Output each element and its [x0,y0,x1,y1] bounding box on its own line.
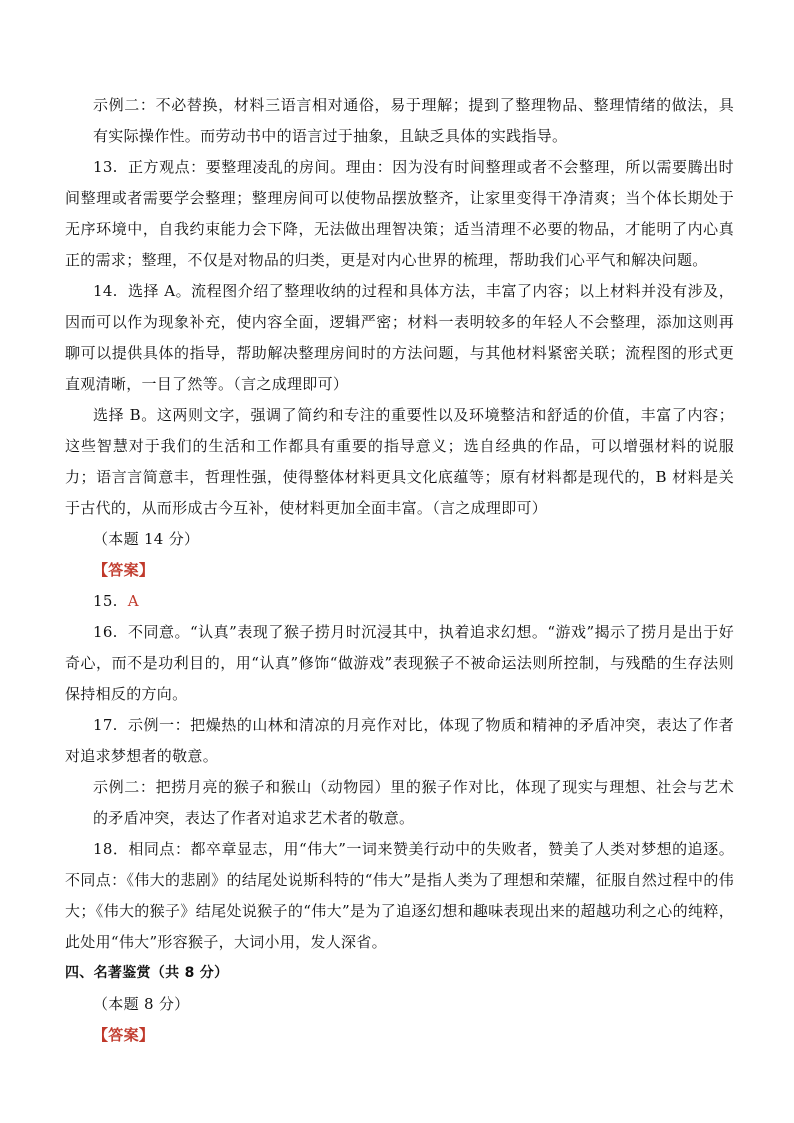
question-text: 正方观点：要整理凌乱的房间。理由：因为没有时间整理或者不会整理，所以需要腾出时间整理或者需要学会整理；整理房间可以使物品摆放整齐，让家里变得干净清爽；当个体长期处于无序环境中，自我约束能力会下降，无法做出理智决策；适当清理不必要的物品，才能明了内心真正的需求；整理，不仅是对物品的归类，更是对内心世界的梳理，帮助我们心平气和解决问题。 [65,158,734,269]
paragraph-q16 [65,617,734,710]
paragraph-q12-example2: 示例二：不必替换，材料三语言相对通俗，易于理解；提到了整理物品、整理情绪的做法，具有实际操作性。而劳动书中的语言过于抽象，且缺乏具体的实践指导。 [93,96,734,145]
question-number: 15. [93,592,118,610]
section-heading: 四、名著鉴赏（共 8 分） [65,965,229,981]
question-text: 不同意。“认真”表现了猴子捞月时沉浸其中，执着追求幻想。“游戏”揭示了捞月是出于好奇心，而不是功利目的，用“认真”修饰“做游戏”表现猴子不被命运法则所控制，与残酷的生存法则保持相反的方向。 [65,623,734,703]
paragraph-q17-example2: 示例二：把捞月亮的猴子和猴山（动物园）里的猴子作对比，体现了现实与理想、社会与艺术的矛盾冲突，表达了作者对追求艺术者的敬意。 [93,778,734,827]
score-note-14: （本题 14 分） [93,530,200,548]
paragraph-q15 [65,586,734,617]
answer-tag: 【答案】 [93,1026,155,1044]
paragraph-q14-option-b: 选择 B。这两则文字，强调了简约和专注的重要性以及环境整洁和舒适的价值，丰富了内容；这些智慧对于我们的生活和工作都具有重要的指导意义；选自经典的作品，可以增强材料的说服力；语言言简意丰，哲理性强，使得整体材料更具文化底蕴等；原有材料都是现代的，B 材料是关于古代的，从而形成古今互补，使材料更加全面丰富。（言之成理即可） [65,406,734,517]
answer-choice: A [127,592,139,610]
question-number: 14. [93,282,118,300]
question-number: 13. [93,158,118,176]
question-number: 17. [93,716,118,734]
paragraph-q14 [65,276,734,400]
question-text: 选择 A。流程图介绍了整理收纳的过程和具体方法，丰富了内容；以上材料并没有涉及，因而可以作为现象补充，使内容全面，逻辑严密；材料一表明较多的年轻人不会整理，添加这则再聊可以提供具体的指导，帮助解决整理房间时的方法问题，与其他材料紧密关联；流程图的形式更直观清晰，一目了然等。（言之成理即可） [65,282,734,393]
answer-tag: 【答案】 [93,561,155,579]
score-note-8: （本题 8 分） [93,995,190,1013]
question-text: 示例一：把燥热的山林和清凉的月亮作对比，体现了物质和精神的矛盾冲突，表达了作者对追求梦想者的敬意。 [65,716,734,765]
paragraph-q18: 18．相同点：都卒章显志，用“伟大”一词来赞美行动中的失败者，赞美了人类对梦想的追逐。不同点：《伟大的悲剧》的结尾处说斯科特的“伟大”是指人类为了理想和荣耀，征服自然过程中的伟大；《伟大的猴子》结尾处说猴子的“伟大”是为了追逐幻想和趣味表现出来的超越功利之心的纯粹，此处用“伟大”形容猴子，大词小用，发人深省。 [65,840,734,951]
paragraph-q17 [65,710,734,772]
paragraph-q13 [65,152,734,276]
question-number: 16. [93,623,118,641]
